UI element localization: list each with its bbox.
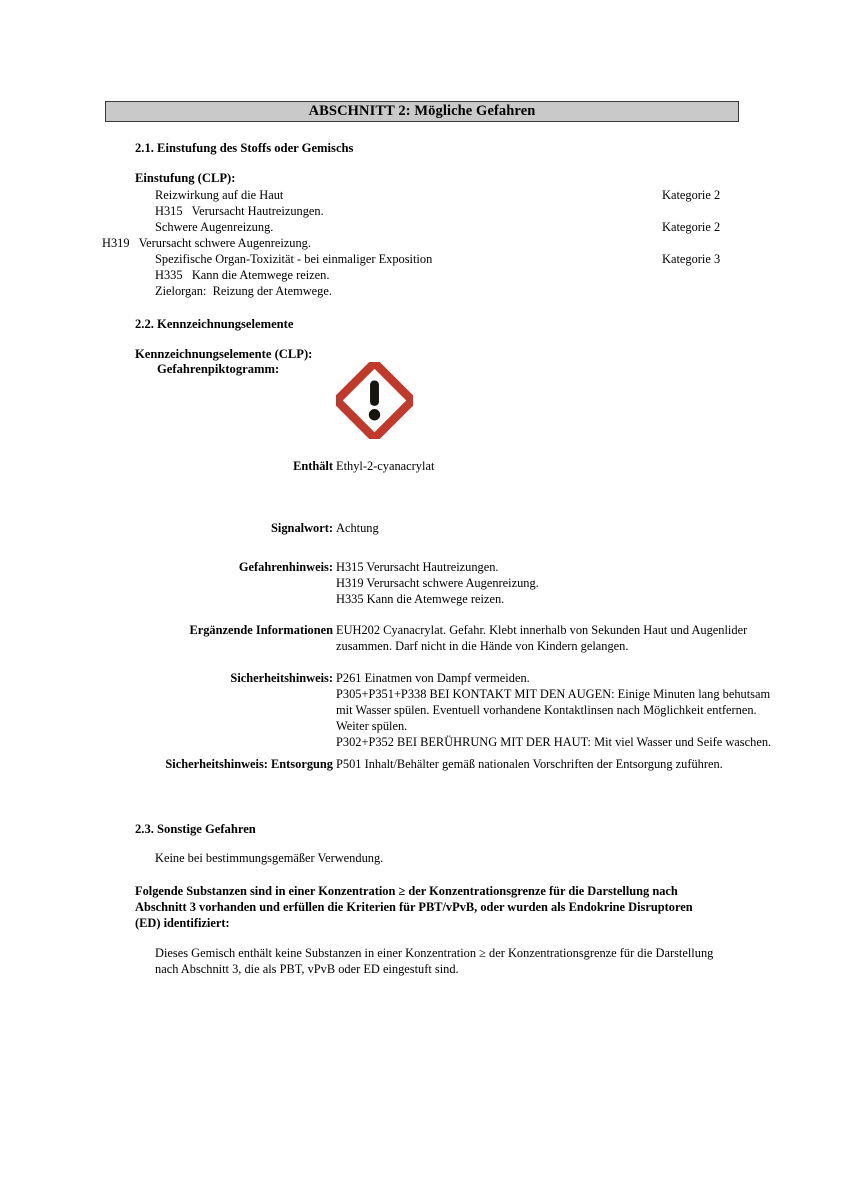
- contains-label: Enthält: [293, 459, 333, 473]
- hazard-statement-h335: H335 Kann die Atemwege reizen.: [155, 268, 330, 282]
- supplemental-information-line: zusammen. Darf nicht in die Hände von Kindern gelangen.: [336, 639, 629, 653]
- subsection-2-1-heading: 2.1. Einstufung des Stoffs oder Gemischs: [135, 141, 354, 155]
- signal-word-value: Achtung: [336, 521, 379, 535]
- signal-word-label: Signalwort:: [271, 521, 333, 535]
- hazard-category-stot-se: Kategorie 3: [662, 252, 721, 266]
- other-hazards-body: Keine bei bestimmungsgemäßer Verwendung.: [155, 851, 384, 865]
- pbt-vpvb-ed-heading-line: Folgende Substanzen sind in einer Konzentration ≥ der Konzentrationsgrenze für die Darstellung nach: [135, 884, 678, 898]
- pictogram-label: Gefahrenpiktogramm:: [157, 362, 280, 376]
- hazard-class-eye-irritation: Schwere Augenreizung.: [155, 220, 274, 234]
- hazard-class-stot-se: Spezifische Organ-Toxizität - bei einmaliger Exposition: [155, 252, 433, 266]
- supplemental-information-line: EUH202 Cyanacrylat. Gefahr. Klebt innerhalb von Sekunden Haut und Augenlider: [336, 623, 748, 637]
- hazard-statement-line: H315 Verursacht Hautreizungen.: [336, 560, 499, 574]
- precautionary-statement-line: P305+P351+P338 BEI KONTAKT MIT DEN AUGEN: Einige Minuten lang behutsam: [336, 687, 771, 701]
- section-header-bar: ABSCHNITT 2: Mögliche Gefahren: [105, 101, 739, 122]
- pbt-vpvb-ed-heading-line: Abschnitt 3 vorhanden und erfüllen die Kriterien für PBT/vPvB, oder wurden als Endokrine Disruptoren: [135, 900, 693, 914]
- hazard-class-skin-irritation: Reizwirkung auf die Haut: [155, 188, 284, 202]
- label-elements-clp-title: Kennzeichnungselemente (CLP):: [135, 347, 313, 361]
- hazard-statement-h315: H315 Verursacht Hautreizungen.: [155, 204, 324, 218]
- precautionary-statement-line: Weiter spülen.: [336, 719, 408, 733]
- pbt-vpvb-ed-heading-line: (ED) identifiziert:: [135, 916, 230, 930]
- hazard-statements-label: Gefahrenhinweis:: [238, 560, 333, 574]
- hazard-statement-line: H319 Verursacht schwere Augenreizung.: [336, 576, 539, 590]
- subsection-2-3-heading: 2.3. Sonstige Gefahren: [135, 822, 256, 836]
- hazard-category-skin-irritation: Kategorie 2: [662, 188, 721, 202]
- hazard-statement-h319: H319 Verursacht schwere Augenreizung.: [102, 236, 311, 250]
- precautionary-statement-line: mit Wasser spülen. Eventuell vorhandene Kontaktlinsen nach Möglichkeit entfernen.: [336, 703, 757, 717]
- precautionary-statements-label: Sicherheitshinweis:: [230, 671, 333, 685]
- target-organ-statement: Zielorgan: Reizung der Atemwege.: [155, 284, 332, 298]
- hazard-category-eye-irritation: Kategorie 2: [662, 220, 721, 234]
- disposal-precaution-value: P501 Inhalt/Behälter gemäß nationalen Vorschriften der Entsorgung zuführen.: [336, 757, 723, 771]
- subsection-2-2-heading: 2.2. Kennzeichnungselemente: [135, 317, 294, 331]
- precautionary-statement-line: P302+P352 BEI BERÜHRUNG MIT DER HAUT: Mit viel Wasser und Seife waschen.: [336, 735, 772, 749]
- pbt-vpvb-ed-body-line: Dieses Gemisch enthält keine Substanzen in einer Konzentration ≥ der Konzentrationsgrenze für die Darstellung: [155, 946, 714, 960]
- classification-clp-label: Einstufung (CLP):: [135, 171, 236, 185]
- disposal-precaution-label: Sicherheitshinweis: Entsorgung: [165, 757, 333, 771]
- supplemental-information-label: Ergänzende Informationen: [189, 623, 333, 637]
- precautionary-statement-line: P261 Einatmen von Dampf vermeiden.: [336, 671, 530, 685]
- ghs07-exclamation-mark-icon: [336, 362, 413, 439]
- contains-value: Ethyl-2-cyanacrylat: [336, 459, 435, 473]
- hazard-statement-line: H335 Kann die Atemwege reizen.: [336, 592, 505, 606]
- pbt-vpvb-ed-body-line: nach Abschnitt 3, die als PBT, vPvB oder ED eingestuft sind.: [155, 962, 459, 976]
